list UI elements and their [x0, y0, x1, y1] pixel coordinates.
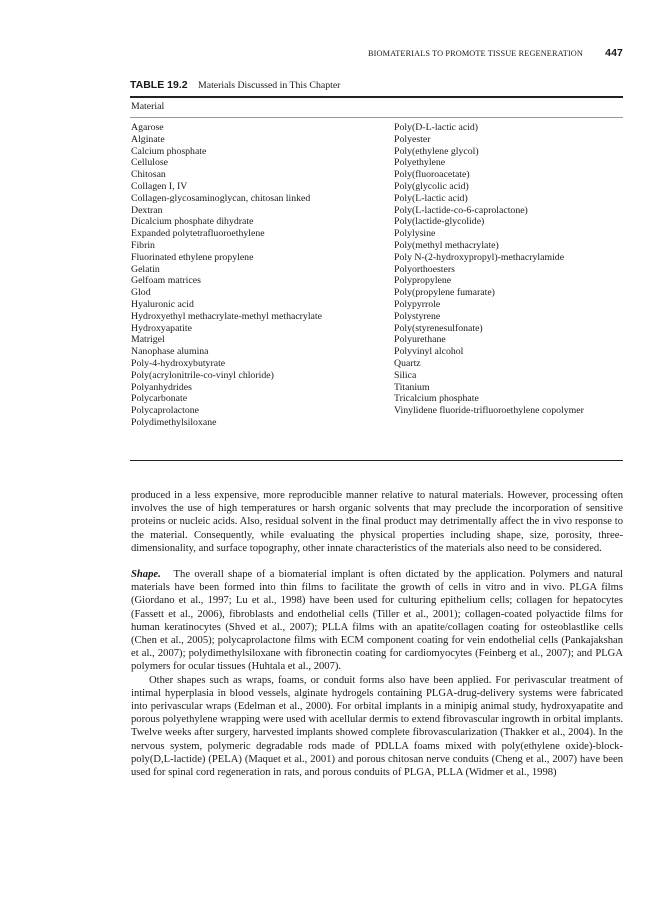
table-cell: Matrigel: [131, 334, 165, 346]
table-cell: Cellulose: [131, 157, 169, 169]
table-cell: Agarose: [131, 122, 164, 133]
running-head: [130, 47, 623, 61]
table-cell: Polyvinyl alcohol: [394, 346, 464, 358]
table-cell: Poly(methyl methacrylate): [394, 239, 499, 251]
table-cell: Dextran: [131, 204, 163, 216]
table-label: TABLE 19.2: [130, 79, 188, 91]
table-cell: Polyethylene: [394, 157, 446, 169]
table-cell: Collagen-glycosaminoglycan, chitosan linked: [131, 192, 311, 204]
body-paragraph-shape: [131, 568, 623, 674]
table-cell: Polycarbonate: [131, 393, 188, 405]
table-cell: Silica: [394, 369, 417, 381]
table-cell: Poly(fluoroacetate): [394, 169, 470, 181]
table-cell: Polypyrrole: [394, 298, 441, 310]
table-cell: Polyorthoesters: [394, 263, 455, 275]
table-cell: Alginate: [131, 133, 165, 145]
table-cell: Poly(glycolic acid): [394, 180, 469, 192]
table-cell: Nanophase alumina: [131, 346, 209, 358]
table-cell: Chitosan: [131, 169, 166, 181]
table-cell: Gelfoam matrices: [131, 275, 201, 287]
table-cell: Tricalcium phosphate: [394, 393, 479, 405]
table-header-material: Material: [131, 101, 165, 112]
table-cell: Poly(propylene fumarate): [394, 287, 495, 299]
table-right-column: [394, 122, 584, 417]
table-cell: Poly N-(2-hydroxypropyl)-methacrylamide: [394, 251, 565, 263]
table-cell: Dicalcium phosphate dihydrate: [131, 216, 254, 228]
table-top-rule: [130, 96, 623, 98]
table-cell: Poly(L-lactic acid): [394, 192, 468, 204]
section-heading-shape: Shape.: [131, 569, 161, 581]
table-cell: Polypropylene: [394, 275, 452, 287]
table-cell: Titanium: [394, 381, 430, 393]
table-cell: Hydroxyethyl methacrylate-methyl methacrylate: [131, 310, 322, 322]
table-header-rule: [130, 117, 623, 118]
table-cell: Quartz: [394, 357, 421, 369]
table-cell: Poly(ethylene glycol): [394, 145, 479, 157]
running-head-title: BIOMATERIALS TO PROMOTE TISSUE REGENERATION: [368, 49, 583, 58]
table-cell: Poly(L-lactide-co-6-caprolactone): [394, 204, 528, 216]
table-cell: Poly-4-hydroxybutyrate: [131, 357, 226, 369]
table-cell: Poly(acrylonitrile-co-vinyl chloride): [131, 369, 274, 381]
table-cell: Polystyrene: [394, 310, 441, 322]
page-number: 447: [605, 47, 623, 59]
table-cell: Polyanhydrides: [131, 381, 192, 393]
table-cell: Hydroxyapatite: [131, 322, 192, 334]
table-cell: Poly(styrenesulfonate): [394, 322, 483, 334]
table-cell: Collagen I, IV: [131, 180, 188, 192]
table-cell: Poly(lactide-glycolide): [394, 216, 485, 228]
body-paragraph-shape-text: The overall shape of a biomaterial implant is often dictated by the application. Polymers and natural materials have been formed into thin films to facilitate the growth of cells in vitro and in vivo. PLGA films (Giordano et al., 1997; Lu et al., 1998) have been used for culturing epithelium cells; collagen for hepatocytes (Fassett et al., 2006), fibroblasts and endothelial cells (Tiller et al., 2001); collagen-coated polyactide films for human keratinocytes (Shved et al., 2007); PLLA films with an apatite/collagen coating for osteoblastlike cells (Chen et al., 2005); polycaprolactone films with ECM component coating for vein endothelial cells (Pankajakshan et al., 2007); polydimethylsiloxane with fibronectin coating for cardiomyocytes (Feinberg et al., 2007); and PLGA polymers for ocular tissues (Huhtala et al., 2007).: [131, 569, 623, 673]
table-cell: Poly(D-L-lactic acid): [394, 122, 479, 133]
body-text: [131, 489, 623, 779]
table-cell: Vinylidene fluoride-trifluoroethylene copolymer: [394, 405, 584, 417]
table-cell: Fluorinated ethylene propylene: [131, 251, 254, 263]
table-cell: Fibrin: [131, 239, 155, 251]
table-caption-text: Materials Discussed in This Chapter: [198, 80, 341, 91]
table-cell: Polycaprolactone: [131, 405, 200, 417]
table-cell: Polydimethylsiloxane: [131, 416, 217, 428]
table-cell: Gelatin: [131, 263, 160, 275]
table-cell: Glod: [131, 287, 151, 299]
table-cell: Polylysine: [394, 228, 436, 240]
body-paragraph: produced in a less expensive, more reproducible manner relative to natural materials. However, processing often involves the use of high temperatures or harsh organic solvents that may preclude the incorporation of sensitive proteins or nucleic acids. Also, residual solvent in the final product may detrimentally affect the in vivo response to the material. Consequently, while evaluating the physical properties including shape, size, porosity, three-dimensionality, and surface topography, other innate characteristics of the materials also need to be considered.: [131, 490, 623, 554]
table-cell: Expanded polytetrafluoroethylene: [131, 228, 265, 240]
table-bottom-rule: [130, 460, 623, 461]
table-cell: Calcium phosphate: [131, 145, 207, 157]
table-cell: Hyaluronic acid: [131, 298, 194, 310]
table-caption: [130, 79, 340, 91]
table-cell: Polyester: [394, 133, 431, 145]
table-cell: Polyurethane: [394, 334, 446, 346]
table-left-column: [131, 122, 322, 429]
body-paragraph: Other shapes such as wraps, foams, or conduit forms also have been applied. For perivascular treatment of intimal hyperplasia in blood vessels, alginate hydrogels containing PLGA-drug-delivery systems were fabricated into perivascular wraps (Edelman et al., 2000). For orbital implants in a minipig animal study, hydroxyapatite and porous polyethylene wrapping were used with acellular dermis to extend fibrovascular ingrowth in orbital implants. Twelve weeks after surgery, harvested implants showed complete fibrovascularization (Thakker et al., 2004). In the nervous system, polymeric degradable rods made of PDLLA foams mixed with poly(ethylene oxide)-block-poly(D,L-lactide) (PELA) (Maquet et al., 2001) and porous chitosan nerve conduits (Cheng et al., 2007) have been used for spinal cord regeneration in rats, and porous conduits of PLGA, PLLA (Widmer et al., 1998): [131, 674, 623, 779]
